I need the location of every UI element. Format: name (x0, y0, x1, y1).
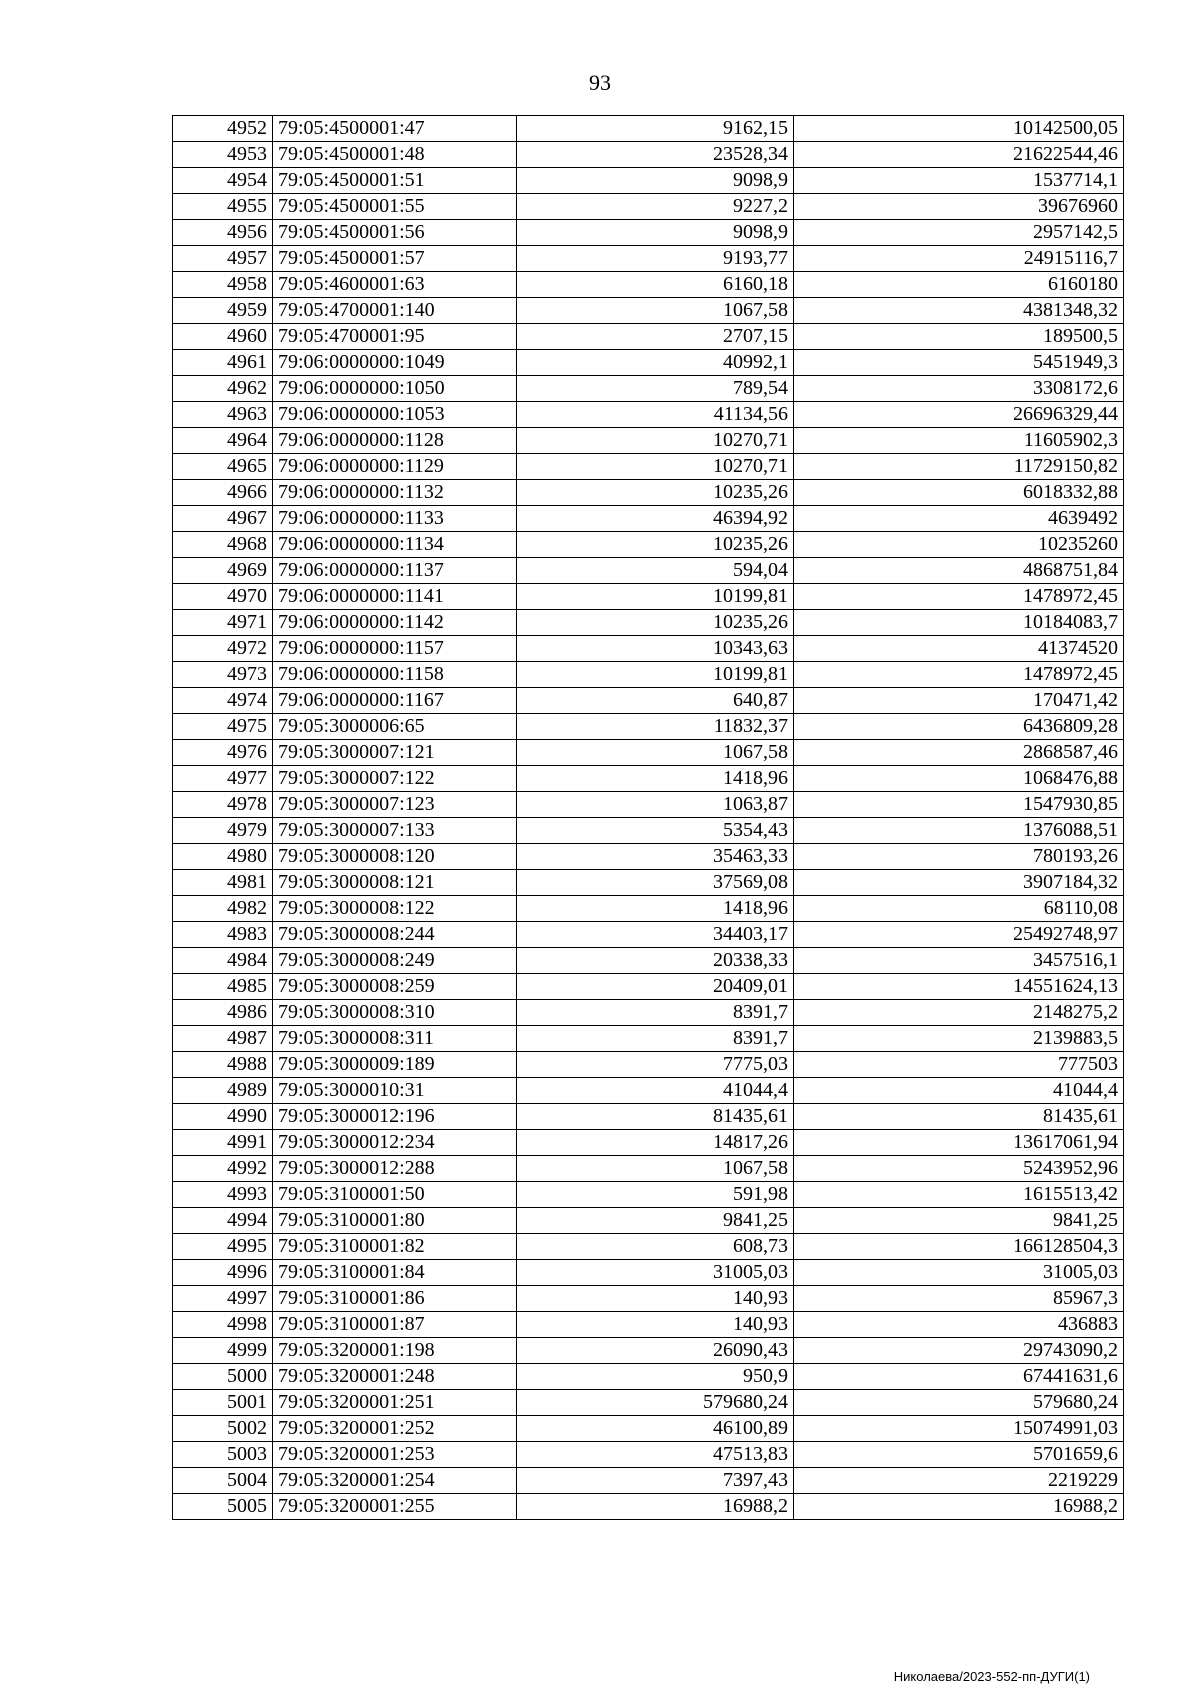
table-row (173, 1052, 1124, 1078)
row-number-cell: 4968 (173, 532, 273, 558)
area-cell: 789,54 (517, 376, 794, 402)
table-row (173, 1286, 1124, 1312)
cadastral-value-cell: 41044,4 (794, 1078, 1124, 1104)
row-number-cell: 4953 (173, 142, 273, 168)
table-row (173, 1000, 1124, 1026)
row-number-cell: 5002 (173, 1416, 273, 1442)
row-number-cell: 4967 (173, 506, 273, 532)
row-number-cell: 4957 (173, 246, 273, 272)
cadastral-number-cell: 79:06:0000000:1053 (273, 402, 517, 428)
area-cell: 35463,33 (517, 844, 794, 870)
area-cell: 11832,37 (517, 714, 794, 740)
area-cell: 10235,26 (517, 610, 794, 636)
table-row (173, 584, 1124, 610)
table-row (173, 818, 1124, 844)
table-row (173, 1468, 1124, 1494)
area-cell: 14817,26 (517, 1130, 794, 1156)
area-cell: 608,73 (517, 1234, 794, 1260)
table-row (173, 558, 1124, 584)
cadastral-value-cell: 1478972,45 (794, 584, 1124, 610)
cadastral-number-cell: 79:05:3000007:122 (273, 766, 517, 792)
table-row (173, 1104, 1124, 1130)
cadastral-value-cell: 579680,24 (794, 1390, 1124, 1416)
cadastral-value-cell: 29743090,2 (794, 1338, 1124, 1364)
area-cell: 140,93 (517, 1286, 794, 1312)
cadastral-number-cell: 79:05:3000008:311 (273, 1026, 517, 1052)
row-number-cell: 4958 (173, 272, 273, 298)
table-row (173, 1364, 1124, 1390)
cadastral-number-cell: 79:05:3000012:234 (273, 1130, 517, 1156)
area-cell: 26090,43 (517, 1338, 794, 1364)
cadastral-number-cell: 79:05:4600001:63 (273, 272, 517, 298)
row-number-cell: 4992 (173, 1156, 273, 1182)
row-number-cell: 4975 (173, 714, 273, 740)
area-cell: 579680,24 (517, 1390, 794, 1416)
area-cell: 34403,17 (517, 922, 794, 948)
table-row (173, 636, 1124, 662)
table-row (173, 870, 1124, 896)
cadastral-value-cell: 68110,08 (794, 896, 1124, 922)
cadastral-number-cell: 79:05:3100001:87 (273, 1312, 517, 1338)
table-row (173, 792, 1124, 818)
cadastral-number-cell: 79:06:0000000:1049 (273, 350, 517, 376)
area-cell: 31005,03 (517, 1260, 794, 1286)
area-cell: 9227,2 (517, 194, 794, 220)
cadastral-number-cell: 79:05:3000008:259 (273, 974, 517, 1000)
table-row (173, 480, 1124, 506)
row-number-cell: 4966 (173, 480, 273, 506)
area-cell: 9841,25 (517, 1208, 794, 1234)
row-number-cell: 4980 (173, 844, 273, 870)
area-cell: 10235,26 (517, 532, 794, 558)
area-cell: 37569,08 (517, 870, 794, 896)
cadastral-number-cell: 79:05:3000007:121 (273, 740, 517, 766)
table-row (173, 662, 1124, 688)
row-number-cell: 4977 (173, 766, 273, 792)
area-cell: 40992,1 (517, 350, 794, 376)
page-number: 93 (589, 70, 611, 95)
cadastral-number-cell: 79:05:3200001:198 (273, 1338, 517, 1364)
table-row (173, 246, 1124, 272)
cadastral-number-cell: 79:05:3000008:121 (273, 870, 517, 896)
cadastral-value-cell: 14551624,13 (794, 974, 1124, 1000)
table-row (173, 740, 1124, 766)
table-row (173, 1156, 1124, 1182)
cadastral-number-cell: 79:05:3000007:123 (273, 792, 517, 818)
row-number-cell: 4973 (173, 662, 273, 688)
cadastral-number-cell: 79:06:0000000:1141 (273, 584, 517, 610)
table-row (173, 1208, 1124, 1234)
area-cell: 81435,61 (517, 1104, 794, 1130)
cadastral-value-cell: 2957142,5 (794, 220, 1124, 246)
cadastral-value-cell: 10235260 (794, 532, 1124, 558)
row-number-cell: 4956 (173, 220, 273, 246)
cadastral-number-cell: 79:06:0000000:1137 (273, 558, 517, 584)
row-number-cell: 4959 (173, 298, 273, 324)
cadastral-number-cell: 79:05:3000008:122 (273, 896, 517, 922)
cadastral-number-cell: 79:05:3000008:244 (273, 922, 517, 948)
cadastral-number-cell: 79:06:0000000:1134 (273, 532, 517, 558)
cadastral-value-cell: 4381348,32 (794, 298, 1124, 324)
table-row (173, 714, 1124, 740)
table-row (173, 896, 1124, 922)
row-number-cell: 4996 (173, 1260, 273, 1286)
table-row (173, 688, 1124, 714)
area-cell: 9193,77 (517, 246, 794, 272)
cadastral-value-cell: 5243952,96 (794, 1156, 1124, 1182)
cadastral-number-cell: 79:05:3200001:253 (273, 1442, 517, 1468)
cadastral-value-cell: 2148275,2 (794, 1000, 1124, 1026)
area-cell: 23528,34 (517, 142, 794, 168)
area-cell: 47513,83 (517, 1442, 794, 1468)
cadastral-number-cell: 79:05:3000008:249 (273, 948, 517, 974)
table-row (173, 168, 1124, 194)
table-row (173, 194, 1124, 220)
table-row (173, 142, 1124, 168)
table-row (173, 454, 1124, 480)
cadastral-number-cell: 79:05:3000007:133 (273, 818, 517, 844)
cadastral-number-cell: 79:06:0000000:1157 (273, 636, 517, 662)
table-row (173, 428, 1124, 454)
row-number-cell: 4985 (173, 974, 273, 1000)
cadastral-value-cell: 6436809,28 (794, 714, 1124, 740)
row-number-cell: 4978 (173, 792, 273, 818)
row-number-cell: 4993 (173, 1182, 273, 1208)
row-number-cell: 4962 (173, 376, 273, 402)
row-number-cell: 4952 (173, 116, 273, 142)
cadastral-number-cell: 79:05:4500001:55 (273, 194, 517, 220)
document-footer-code: Николаева/2023-552-пп-ДУГИ(1) (893, 1669, 1090, 1684)
cadastral-number-cell: 79:05:4700001:95 (273, 324, 517, 350)
cadastral-value-cell: 67441631,6 (794, 1364, 1124, 1390)
area-cell: 1418,96 (517, 766, 794, 792)
row-number-cell: 4972 (173, 636, 273, 662)
area-cell: 16988,2 (517, 1494, 794, 1520)
row-number-cell: 5001 (173, 1390, 273, 1416)
area-cell: 46100,89 (517, 1416, 794, 1442)
table-row (173, 844, 1124, 870)
cadastral-value-cell: 166128504,3 (794, 1234, 1124, 1260)
area-cell: 41134,56 (517, 402, 794, 428)
table-row (173, 1494, 1124, 1520)
cadastral-value-cell: 9841,25 (794, 1208, 1124, 1234)
area-cell: 8391,7 (517, 1000, 794, 1026)
row-number-cell: 4971 (173, 610, 273, 636)
cadastral-value-cell: 41374520 (794, 636, 1124, 662)
table-row (173, 1338, 1124, 1364)
row-number-cell: 4974 (173, 688, 273, 714)
table-body (173, 116, 1124, 1520)
table-row (173, 922, 1124, 948)
cadastral-value-cell: 39676960 (794, 194, 1124, 220)
cadastral-value-cell: 31005,03 (794, 1260, 1124, 1286)
row-number-cell: 4991 (173, 1130, 273, 1156)
cadastral-value-cell: 6018332,88 (794, 480, 1124, 506)
row-number-cell: 4954 (173, 168, 273, 194)
cadastral-value-cell: 24915116,7 (794, 246, 1124, 272)
row-number-cell: 4984 (173, 948, 273, 974)
cadastral-value-cell: 1547930,85 (794, 792, 1124, 818)
row-number-cell: 5004 (173, 1468, 273, 1494)
area-cell: 46394,92 (517, 506, 794, 532)
row-number-cell: 4982 (173, 896, 273, 922)
area-cell: 950,9 (517, 1364, 794, 1390)
cadastral-value-cell: 2139883,5 (794, 1026, 1124, 1052)
area-cell: 640,87 (517, 688, 794, 714)
area-cell: 8391,7 (517, 1026, 794, 1052)
cadastral-value-cell: 4639492 (794, 506, 1124, 532)
row-number-cell: 4983 (173, 922, 273, 948)
cadastral-number-cell: 79:06:0000000:1050 (273, 376, 517, 402)
row-number-cell: 4988 (173, 1052, 273, 1078)
table-row (173, 324, 1124, 350)
row-number-cell: 4970 (173, 584, 273, 610)
row-number-cell: 4961 (173, 350, 273, 376)
row-number-cell: 4986 (173, 1000, 273, 1026)
area-cell: 1067,58 (517, 298, 794, 324)
cadastral-number-cell: 79:06:0000000:1167 (273, 688, 517, 714)
row-number-cell: 5000 (173, 1364, 273, 1390)
cadastral-number-cell: 79:05:3100001:82 (273, 1234, 517, 1260)
row-number-cell: 4979 (173, 818, 273, 844)
row-number-cell: 4976 (173, 740, 273, 766)
cadastral-value-cell: 2219229 (794, 1468, 1124, 1494)
cadastral-value-cell: 26696329,44 (794, 402, 1124, 428)
table-row (173, 974, 1124, 1000)
cadastral-number-cell: 79:05:4500001:51 (273, 168, 517, 194)
table-row (173, 532, 1124, 558)
table-row (173, 948, 1124, 974)
cadastral-value-cell: 6160180 (794, 272, 1124, 298)
cadastral-value-cell: 16988,2 (794, 1494, 1124, 1520)
table-row (173, 1416, 1124, 1442)
cadastral-value-cell: 10142500,05 (794, 116, 1124, 142)
area-cell: 591,98 (517, 1182, 794, 1208)
table-row (173, 1260, 1124, 1286)
cadastral-value-cell: 1478972,45 (794, 662, 1124, 688)
table-row (173, 506, 1124, 532)
area-cell: 10199,81 (517, 584, 794, 610)
cadastral-value-cell: 1537714,1 (794, 168, 1124, 194)
cadastral-value-cell: 11729150,82 (794, 454, 1124, 480)
cadastral-value-cell: 170471,42 (794, 688, 1124, 714)
cadastral-number-cell: 79:05:3000006:65 (273, 714, 517, 740)
cadastral-value-cell: 3308172,6 (794, 376, 1124, 402)
table-row (173, 1312, 1124, 1338)
cadastral-number-cell: 79:05:4500001:47 (273, 116, 517, 142)
area-cell: 7397,43 (517, 1468, 794, 1494)
row-number-cell: 4994 (173, 1208, 273, 1234)
cadastral-number-cell: 79:06:0000000:1128 (273, 428, 517, 454)
row-number-cell: 4981 (173, 870, 273, 896)
cadastral-number-cell: 79:05:4500001:48 (273, 142, 517, 168)
cadastral-value-cell: 85967,3 (794, 1286, 1124, 1312)
cadastral-value-cell: 1376088,51 (794, 818, 1124, 844)
cadastral-number-cell: 79:05:3000012:288 (273, 1156, 517, 1182)
cadastral-number-cell: 79:06:0000000:1158 (273, 662, 517, 688)
table-row (173, 1234, 1124, 1260)
cadastral-value-cell: 5701659,6 (794, 1442, 1124, 1468)
area-cell: 9162,15 (517, 116, 794, 142)
table-row (173, 1182, 1124, 1208)
row-number-cell: 4955 (173, 194, 273, 220)
area-cell: 10270,71 (517, 454, 794, 480)
cadastral-value-table (172, 115, 1124, 1520)
row-number-cell: 4999 (173, 1338, 273, 1364)
row-number-cell: 5003 (173, 1442, 273, 1468)
cadastral-value-cell: 3907184,32 (794, 870, 1124, 896)
table-row (173, 402, 1124, 428)
cadastral-number-cell: 79:05:3000012:196 (273, 1104, 517, 1130)
table-row (173, 610, 1124, 636)
cadastral-number-cell: 79:05:3000009:189 (273, 1052, 517, 1078)
table-row (173, 1026, 1124, 1052)
area-cell: 6160,18 (517, 272, 794, 298)
row-number-cell: 4989 (173, 1078, 273, 1104)
cadastral-number-cell: 79:06:0000000:1133 (273, 506, 517, 532)
table-row (173, 116, 1124, 142)
table-row (173, 220, 1124, 246)
row-number-cell: 4963 (173, 402, 273, 428)
area-cell: 9098,9 (517, 168, 794, 194)
cadastral-value-cell: 25492748,97 (794, 922, 1124, 948)
table-row (173, 350, 1124, 376)
area-cell: 10343,63 (517, 636, 794, 662)
area-cell: 10270,71 (517, 428, 794, 454)
cadastral-number-cell: 79:06:0000000:1132 (273, 480, 517, 506)
area-cell: 9098,9 (517, 220, 794, 246)
row-number-cell: 5005 (173, 1494, 273, 1520)
cadastral-number-cell: 79:05:3200001:248 (273, 1364, 517, 1390)
cadastral-number-cell: 79:05:4500001:57 (273, 246, 517, 272)
cadastral-number-cell: 79:05:4700001:140 (273, 298, 517, 324)
table-row (173, 1442, 1124, 1468)
row-number-cell: 4990 (173, 1104, 273, 1130)
cadastral-value-cell: 10184083,7 (794, 610, 1124, 636)
cadastral-number-cell: 79:06:0000000:1129 (273, 454, 517, 480)
cadastral-number-cell: 79:05:3100001:50 (273, 1182, 517, 1208)
cadastral-number-cell: 79:05:3000008:120 (273, 844, 517, 870)
cadastral-value-cell: 777503 (794, 1052, 1124, 1078)
cadastral-value-cell: 2868587,46 (794, 740, 1124, 766)
row-number-cell: 4987 (173, 1026, 273, 1052)
cadastral-number-cell: 79:06:0000000:1142 (273, 610, 517, 636)
row-number-cell: 4995 (173, 1234, 273, 1260)
cadastral-value-cell: 1615513,42 (794, 1182, 1124, 1208)
area-cell: 1067,58 (517, 740, 794, 766)
table-row (173, 1078, 1124, 1104)
table-row (173, 766, 1124, 792)
area-cell: 20338,33 (517, 948, 794, 974)
area-cell: 7775,03 (517, 1052, 794, 1078)
cadastral-number-cell: 79:05:3200001:252 (273, 1416, 517, 1442)
cadastral-value-cell: 3457516,1 (794, 948, 1124, 974)
row-number-cell: 4960 (173, 324, 273, 350)
table-row (173, 1390, 1124, 1416)
cadastral-number-cell: 79:05:4500001:56 (273, 220, 517, 246)
table-row (173, 376, 1124, 402)
area-cell: 1063,87 (517, 792, 794, 818)
area-cell: 10235,26 (517, 480, 794, 506)
cadastral-number-cell: 79:05:3100001:80 (273, 1208, 517, 1234)
area-cell: 594,04 (517, 558, 794, 584)
cadastral-value-cell: 81435,61 (794, 1104, 1124, 1130)
table-row (173, 1130, 1124, 1156)
cadastral-number-cell: 79:05:3200001:255 (273, 1494, 517, 1520)
cadastral-value-cell: 4868751,84 (794, 558, 1124, 584)
cadastral-value-cell: 5451949,3 (794, 350, 1124, 376)
cadastral-value-cell: 13617061,94 (794, 1130, 1124, 1156)
area-cell: 1067,58 (517, 1156, 794, 1182)
area-cell: 20409,01 (517, 974, 794, 1000)
area-cell: 1418,96 (517, 896, 794, 922)
row-number-cell: 4964 (173, 428, 273, 454)
row-number-cell: 4969 (173, 558, 273, 584)
cadastral-value-cell: 11605902,3 (794, 428, 1124, 454)
cadastral-value-cell: 780193,26 (794, 844, 1124, 870)
area-cell: 140,93 (517, 1312, 794, 1338)
cadastral-number-cell: 79:05:3200001:251 (273, 1390, 517, 1416)
area-cell: 41044,4 (517, 1078, 794, 1104)
cadastral-number-cell: 79:05:3100001:84 (273, 1260, 517, 1286)
row-number-cell: 4998 (173, 1312, 273, 1338)
area-cell: 5354,43 (517, 818, 794, 844)
row-number-cell: 4997 (173, 1286, 273, 1312)
cadastral-value-cell: 436883 (794, 1312, 1124, 1338)
cadastral-number-cell: 79:05:3100001:86 (273, 1286, 517, 1312)
row-number-cell: 4965 (173, 454, 273, 480)
area-cell: 2707,15 (517, 324, 794, 350)
cadastral-value-cell: 189500,5 (794, 324, 1124, 350)
cadastral-number-cell: 79:05:3200001:254 (273, 1468, 517, 1494)
cadastral-value-cell: 1068476,88 (794, 766, 1124, 792)
area-cell: 10199,81 (517, 662, 794, 688)
cadastral-number-cell: 79:05:3000008:310 (273, 1000, 517, 1026)
cadastral-number-cell: 79:05:3000010:31 (273, 1078, 517, 1104)
cadastral-value-cell: 15074991,03 (794, 1416, 1124, 1442)
table-row (173, 298, 1124, 324)
table-row (173, 272, 1124, 298)
cadastral-value-cell: 21622544,46 (794, 142, 1124, 168)
